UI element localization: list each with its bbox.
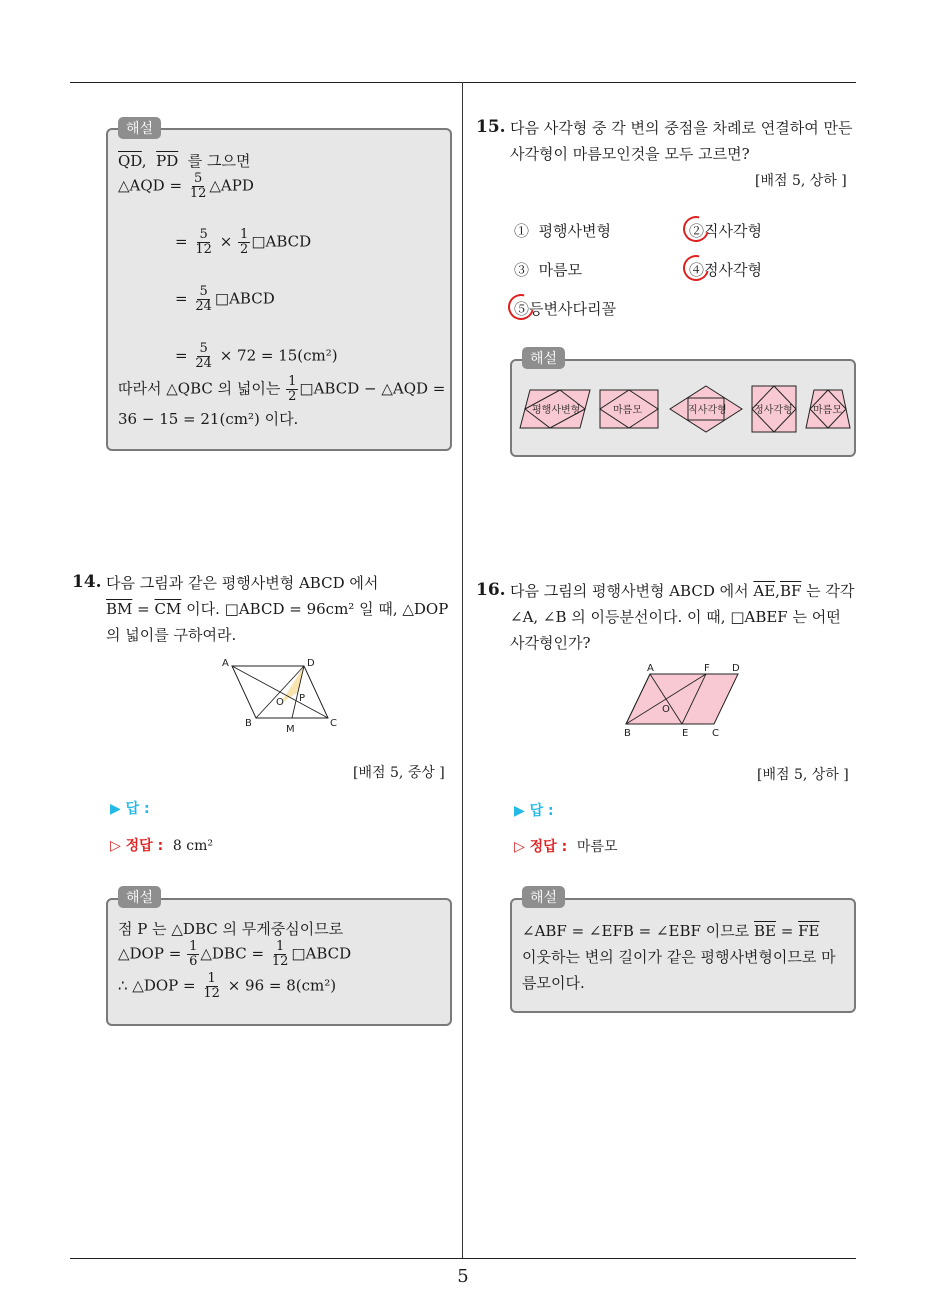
shape-label-4: 정사각형	[754, 405, 793, 416]
sol13-line3: = $\frac{5}{12}$ × $\frac{1}{2}$ □ABCD	[175, 227, 312, 257]
bottom-rule	[70, 1258, 856, 1259]
label-o: O	[276, 697, 284, 708]
solution-tag: 해설	[522, 886, 565, 908]
q14-line3: 의 넓이를 구하여라.	[106, 626, 237, 644]
question-16-number: 16.	[476, 580, 506, 600]
q14-figure	[218, 656, 342, 736]
shape-label-3: 직사각형	[688, 405, 727, 416]
q14-answer-label: ▶ 답 :	[110, 801, 150, 817]
label-d: D	[732, 663, 740, 674]
solution-tag: 해설	[118, 886, 161, 908]
question-15-number: 15.	[476, 117, 506, 137]
page-number: 5	[457, 1266, 469, 1287]
q16-points: [배점 5, 상하 ]	[757, 767, 849, 783]
parallelogram-abcd-fill	[626, 674, 738, 724]
label-b: B	[245, 718, 252, 729]
label-p: P	[299, 693, 306, 704]
label-o: O	[662, 704, 670, 715]
q16-answer-label: ▶ 답 :	[514, 803, 554, 819]
label-b: B	[624, 728, 631, 739]
label-a: A	[222, 658, 229, 669]
q15-choice-4[interactable]: ④정사각형	[689, 261, 762, 279]
label-d: D	[307, 658, 315, 669]
q15-choice-5[interactable]: ⑤등변사다리꼴	[514, 300, 616, 318]
q15-line1: 다음 사각형 중 각 변의 중점을 차례로 연결하여 만든	[510, 119, 853, 137]
sol13-line7: 36 − 15 = 21(cm²) 이다.	[118, 410, 299, 428]
sol16-line2: 이웃하는 변의 길이가 같은 평행사변형이므로 마	[522, 948, 836, 966]
selected-mark-5	[503, 289, 539, 325]
top-rule	[70, 82, 856, 83]
solution-tag: 해설	[118, 117, 161, 139]
selected-mark-4	[678, 250, 714, 286]
q14-line2: $\overline{BM} = \overline{CM}$ 이다. □ABCD = 96cm² 일 때, △DOP	[106, 600, 449, 618]
q16-line1: 다음 그림의 평행사변형 ABCD 에서 $\overline{AE},\overline{BF}$ 는 각각	[510, 582, 855, 600]
column-divider	[462, 82, 463, 1258]
question-14-number: 14.	[72, 572, 102, 592]
label-a: A	[647, 663, 654, 674]
label-e: E	[682, 728, 689, 739]
q16-line2: ∠A, ∠B 의 이등분선이다. 이 때, □ABEF 는 어떤	[510, 608, 841, 626]
shape-label-2: 마름모	[613, 405, 642, 416]
q15-choice-3[interactable]: ③ 마름모	[514, 261, 583, 279]
q16-line3: 사각형인가?	[510, 634, 591, 652]
sol13-line4: = $\frac{5}{24}$ □ABCD	[175, 284, 275, 314]
q14-line1: 다음 그림과 같은 평행사변형 ABCD 에서	[106, 574, 379, 592]
q16-figure	[620, 660, 752, 740]
q14-points: [배점 5, 중상 ]	[353, 765, 445, 781]
sol16-line1: ∠ABF = ∠EFB = ∠EBF 이므로 $\overline{BE} = \overline{FE}$	[522, 922, 820, 940]
shape-label-5: 마름모	[813, 405, 842, 416]
sol14-line2: △DOP = $\frac{1}{6}$ △DBC = $\frac{1}{12}$ □ABCD	[118, 939, 352, 969]
label-m: M	[286, 724, 295, 735]
sol14-line1: 점 P 는 △DBC 의 무게중심이므로	[118, 920, 344, 938]
solution-tag: 해설	[522, 347, 565, 369]
sol16-line3: 름모이다.	[522, 974, 585, 992]
q15-line2: 사각형이 마름모인것을 모두 고르면?	[510, 145, 750, 163]
label-c: C	[712, 728, 719, 739]
label-f: F	[704, 663, 710, 674]
q15-choice-1[interactable]: ① 평행사변형	[514, 222, 612, 240]
q16-correct-label: ▷ 정답 : 마름모	[514, 839, 618, 855]
selected-mark-2	[678, 211, 714, 247]
shape-label-1: 평행사변형	[532, 405, 581, 416]
sol13-line1: $\overline{QD}$, $\overline{PD}$ 를 그으면	[118, 152, 251, 170]
sol13-line5: = $\frac{5}{24}$ × 72 = 15(cm²)	[175, 341, 338, 371]
q15-points: [배점 5, 상하 ]	[755, 173, 847, 189]
q15-shapes-figure	[516, 380, 852, 440]
q14-correct-label: ▷ 정답 : 8 cm²	[110, 838, 214, 854]
sol14-line3: ∴ △DOP = $\frac{1}{12}$ × 96 = 8(cm²)	[118, 971, 337, 1001]
sol13-line2: △AQD = $\frac{5}{12}$ △APD	[118, 171, 254, 201]
label-c: C	[330, 718, 337, 729]
sol13-line6: 따라서 △QBC 의 넓이는 $\frac{1}{2}$ □ABCD − △AQD =	[118, 374, 446, 404]
q15-choice-2[interactable]: ②직사각형	[689, 222, 762, 240]
